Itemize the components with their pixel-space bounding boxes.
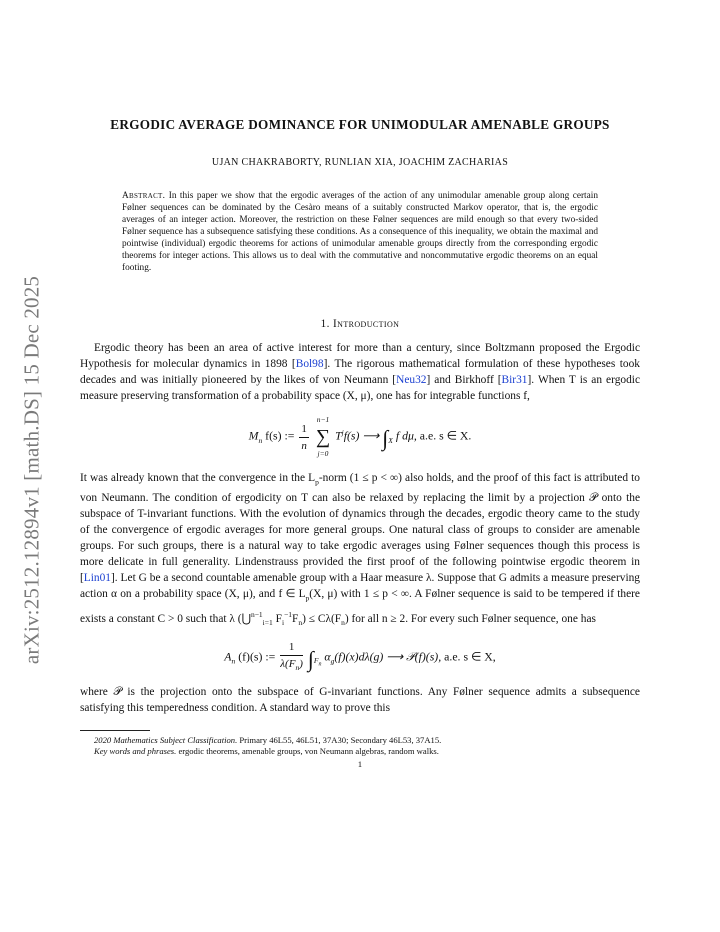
footnote-rule: [80, 730, 150, 731]
citation-neu32[interactable]: Neu32: [396, 374, 427, 386]
para2-sub-n: n: [298, 617, 303, 627]
citation-lin01[interactable]: Lin01: [83, 572, 112, 585]
eq2-frac-den-sub: n: [295, 662, 300, 672]
para2-sup-inv: −1: [284, 609, 293, 619]
eq2-after-lhs: (f)(s) :=: [238, 648, 276, 663]
para1-text-b: ]. The rigorous mathematical formulation of these hypotheses took decades and was initially pioneered by the likes of von Neumann [: [80, 358, 640, 386]
section-title: Introduction: [333, 318, 400, 330]
integral-symbol: ∫: [307, 645, 314, 671]
eq1-sum-top: n−1: [316, 415, 330, 424]
eq2-int-sub-n: n: [318, 661, 322, 668]
paragraph-2: [80, 470, 640, 631]
integral-symbol: ∫: [382, 425, 389, 451]
eq2-alpha-sub: g: [330, 656, 335, 666]
para2-text-g: ) ≤ Cλ(F: [302, 612, 342, 625]
para2-text-h: ) for all n ≥ 2. For every such Følner sequence, one has: [344, 612, 596, 625]
para2-sub-union: i=1: [262, 617, 273, 627]
para2-text-a: It was already known that the convergence in the L: [80, 472, 316, 484]
page-number: 1: [357, 758, 363, 769]
eq1-frac-den: n: [301, 439, 307, 452]
para1-text-a: Ergodic theory has been an area of active interest for more than a century, since Boltzmann proposed the Ergodic Hypothesis for molecular dynamics in 1898 [: [80, 342, 640, 370]
para2-sub-i: i: [281, 617, 285, 627]
footnote-keywords-label: Key words and phrases.: [94, 746, 177, 757]
paper-title: ERGODIC AVERAGE DOMINANCE FOR UNIMODULAR AMENABLE GROUPS: [110, 117, 610, 132]
arxiv-stamp: [19, 250, 44, 690]
para2-text-f: F: [292, 612, 299, 625]
footnote-keywords-text: ergodic theorems, amenable groups, von Neumann algebras, random walks.: [178, 746, 439, 757]
para2-sub-p: p: [315, 477, 319, 487]
equation-amenable-average: [80, 639, 640, 676]
eq1-sum: [316, 412, 330, 462]
abstract-text: In this paper we show that the ergodic averages of the action of any unimodular amenable group along certain Følner sequences can be dominated by the Cesàro means of a suitably constructed Markov operator, that is, the ergodic averages of an integer action. Moreover, the restriction on these Følner sequences are mild enough so that every two-sided Følner sequence has a subsequence satisfying these conditions. As a consequence of this inequality, we obtain the maximal and pointwise (individual) ergodic theorems for actions of unimodular amenable groups directly from the corresponding ergodic theorems for integer actions. This allows us to deal with the commutative and noncommutative ergodic theorems on an equal footing.: [122, 191, 598, 273]
footnote-msc-label: 2020 Mathematics Subject Classification.: [94, 734, 238, 745]
eq2-int-sub: [313, 656, 322, 668]
para2-sub-p2: p: [305, 593, 310, 603]
intro-body: [80, 340, 640, 716]
eq1-sup-j: j: [341, 427, 344, 437]
eq1-sub-n: n: [258, 436, 263, 446]
section-heading: [80, 318, 640, 330]
eq2-frac-den-a: λ(F: [280, 657, 296, 670]
para2-sup-union: n−1: [250, 609, 263, 619]
eq1-after-lhs: f(s) :=: [265, 428, 295, 443]
eq1-integrand: f dμ,: [395, 428, 417, 443]
abstract-label: Abstract.: [122, 191, 166, 201]
para2-text-d: (X, μ) with 1 ≤ p < ∞. A Følner sequence is said to be tempered if there exists a constant C > 0 such that λ (⋃: [80, 588, 640, 625]
eq2-frac-den: [280, 656, 303, 676]
eq2-frac-den-end: ): [299, 657, 303, 670]
eq1-after-body: f(s) ⟶: [343, 428, 380, 443]
eq1-lhs: M: [248, 428, 259, 443]
paper-page: [80, 0, 640, 769]
arxiv-identifier: arXiv:2512.12894v1 [math.DS] 15 Dec 2025: [19, 275, 44, 665]
paragraph-1: [80, 340, 640, 404]
para2-sub-n2: n: [341, 617, 345, 627]
equation-ergodic-average: [80, 412, 640, 462]
abstract: [122, 190, 598, 274]
paragraph-3: where 𝒫 is the projection onto the subspace of G-invariant functions. Any Følner sequence admits a subsequence satisfying this temperedness condition. A standard way to prove this: [80, 685, 640, 714]
eq1-frac-num: 1: [299, 421, 309, 438]
para1-text-c: ] and Birkhoff [: [426, 374, 502, 386]
eq2-lhs: A: [224, 648, 232, 663]
sum-symbol: ∑: [315, 426, 331, 448]
eq2-frac-num: 1: [280, 639, 303, 656]
eq2-sub-n: n: [231, 656, 236, 666]
para2-text-e: F: [272, 612, 282, 625]
author-list: UJAN CHAKRABORTY, RUNLIAN XIA, JOACHIM ZACHARIAS: [211, 157, 509, 168]
citation-bol98[interactable]: Bol98: [295, 358, 324, 370]
eq1-sum-bottom: j=0: [317, 449, 329, 458]
section-number: 1.: [320, 318, 330, 330]
footnote-msc: [94, 735, 640, 747]
para1-text-d: ]. When T is an ergodic measure preserving transformation of a probability space (X, μ), one has for integrable functions f,: [80, 374, 641, 402]
eq2-tail: a.e. s ∈ X,: [444, 648, 496, 663]
eq1-int-sub: X: [388, 436, 393, 446]
eq1-fraction: [299, 421, 309, 454]
eq1-body: T: [335, 428, 342, 443]
para2-text-b: -norm (1 ≤ p < ∞) also holds, and the proof of this fact is attributed to von Neumann. The condition of ergodicity on T can also be relaxed by replacing the limit by a projection 𝒫 onto the subspace of T-invariant functions. With the evolution of dynamics through the decades, ergodic theory came to the study of the convergence of ergodic averages for more general groups. One natural class of groups to consider are amenable groups. For such groups, there is a natural way to take ergodic averages using Følner sequences though this process is more delicate in full generality. Lindenstrauss provided the first proof of the following pointwise ergodic theorem in [: [80, 472, 640, 585]
eq2-int-sub-f: F: [313, 656, 319, 666]
para2-text-c: ]. Let G be a second countable amenable group with a Haar measure λ. Suppose that G admits a measure preserving action α on a probability space (X, μ), and f ∈ L: [80, 572, 640, 601]
eq2-fraction: [280, 639, 303, 676]
eq2-integrand: (f)(x)dλ(g) ⟶ 𝒫(f)(s),: [334, 648, 442, 663]
footnote-keywords: [94, 746, 640, 758]
citation-bir31[interactable]: Bir31: [501, 374, 528, 386]
eq2-alpha: α: [324, 648, 331, 663]
footnote-msc-text: Primary 46L55, 46L51, 37A30; Secondary 46L53, 37A15.: [239, 734, 442, 745]
eq1-tail: a.e. s ∈ X.: [419, 428, 472, 443]
